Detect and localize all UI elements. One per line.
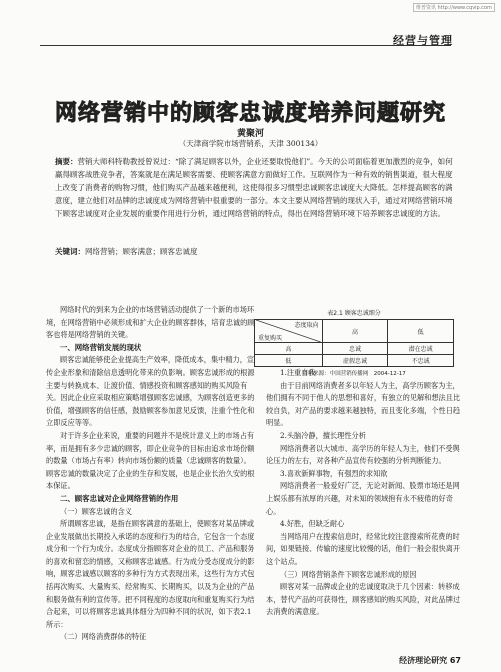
subsection-heading: 3.喜欢新鲜事物，有强烈的求知欲: [280, 468, 388, 478]
paragraph: 网络消费者以大城市、高学历的年轻人为主，他们不受舆论压力的左右，对各种产品宣传有较强的分析判断能力。: [266, 443, 460, 466]
abstract-text: 营销大师科特勒教授曾说过：“除了满足顾客以外，企业还要取悦他们”。今天的公司面临着更加激烈的竞争，如何赢得顾客战胜竞争者，答案就是在满足顾客需要、使顾客满意方面做好工作。互联网作为一种有效的销售渠道，很大程度上改变了消费者的购物习惯，他们购买产品越来越便利，这使得很多习惯型忠诚顾客忠诚度大大降低。怎样提高顾客的满意度，建立他们对品牌的忠诚度成为网络营销中很重要的一部分。本文主要从网络营销的现状入手，通过对网络营销环境下顾客忠诚度对企业发展的重要作用进行分析，通过网络营销的特点，得出在网络营销环境下培养顾客忠诚度的方法。: [55, 157, 453, 218]
watermark: 维普资讯 http://www.cqvip.com: [413, 3, 495, 12]
section-label: 经营与管理: [393, 34, 453, 47]
header-rule: [40, 45, 451, 46]
article-title: 网络营销中的顾客忠诚度培养问题研究: [54, 101, 446, 126]
subsection-heading: （一）顾客忠诚的含义: [60, 506, 132, 516]
subsection-heading: （三）网络营销条件下顾客忠诚形成的原因: [280, 569, 417, 579]
subsection-heading: （二）网络消费群体的特征: [60, 632, 147, 642]
subsection-heading: 1.注重自我: [280, 368, 316, 377]
table: [254, 319, 454, 367]
keywords-label: 关键词：: [55, 247, 85, 256]
abstract-label: 摘要：: [55, 157, 78, 166]
author: 黄聚河: [236, 129, 264, 139]
table-cell: 不忠诚: [388, 355, 454, 367]
paragraph: 由于目前网络消费者多以年轻人为主，高学历顾客为主，他们拥有不同于他人的思想和喜好，有独立的见解和想法且比较自负，对产品的要求越来越独特，而且变化多端，个性日趋明显。: [266, 380, 461, 428]
paragraph: 对于许多企业来说，重要的问题并不是统计意义上的市场占有率，而是拥有多少忠诚的顾客，即企业竞争的目标由追求市场份额的数量（市场占有率）转向市场份额的质量（忠诚顾客的数量）。顾客忠诚的数量决定了企业的生存和发展，也是企业长治久安的根本保证。: [46, 430, 255, 491]
column-header: 高: [322, 320, 388, 343]
paragraph: 当网络用户在搜索信息时，经常比较注意搜索所花费的时间，如果链接、传输的速度比较慢的话，他们一般会很快离开这个站点。: [266, 531, 461, 566]
corner-top-label: 态度取向: [294, 322, 319, 329]
right-column: [266, 367, 466, 619]
paragraph: 所谓顾客忠诚，是指在顾客满意的基础上，使顾客对某品牌或企业发展做出长期投入承诺的态度和行为的结合，它包含一个态度成分和一个行为成分。态度成分指顾客对企业的员工、产品和服务的喜欢和留恋的情感，又称顾客忠诚感。行为成分受态度成分的影响，顾客忠诚感以顾客的多种行为方式表现出来，这些行为方式包括再次购买、大量购买、经常购买、长期购买，以及为企业的产品和服务做有利的宣传等。把不同程度的态度取向和重复购买行为结合起来，可以将顾客忠诚具体细分为四种不同的状况，如下表2.1所示：: [46, 519, 255, 629]
subsection-heading: 4.好胜，但缺乏耐心: [280, 519, 345, 529]
table-caption: 表2.1 顾客忠诚细分: [327, 310, 381, 317]
table-cell: 潜在忠诚: [388, 343, 454, 355]
table-cell: 虚假忠诚: [322, 355, 388, 367]
keywords-text: 网络营销；顾客满意；顾客忠诚度: [85, 247, 198, 256]
subsection-heading: 2.头脑冷静，擅长理性分析: [280, 430, 366, 440]
column-header: 低: [388, 320, 454, 343]
table-row: [255, 355, 454, 367]
keywords: [55, 246, 453, 257]
paragraph: 顾客忠诚能够使企业提高生产效率，降低成本，集中精力，宣传企业形象和清除信息透明化带来的负影响。顾客忠诚形成的根源主要与转换成本、让渡价值、情感投资和顾客感知的购买风险有关。因此企业应采取相应策略增强顾客忠诚感，为顾客创造更多的价值，增强顾客的信任感，鼓励顾客参加意见反馈，注重个性化和立即反应等等。: [46, 355, 255, 428]
section-heading: 一、网络营销发展的现状: [60, 342, 142, 352]
left-column: [46, 304, 258, 644]
section-heading: 二、顾客忠诚对企业网络营销的作用: [60, 493, 179, 503]
table-corner: [255, 320, 323, 343]
table-row: [255, 343, 454, 355]
row-header: 高: [255, 343, 323, 355]
corner-bottom-label: 重复购买: [258, 335, 283, 342]
page-footer: 经济理论研究 67: [399, 656, 461, 665]
abstract: [55, 155, 453, 220]
table-cell: 忠诚: [322, 343, 388, 355]
paragraph: 顾客对某一品牌或企业的忠诚度取决于几个因素：转移成本，替代产品的可获得性，顾客感知的购买风险，对此品牌过去消费的满意度。: [266, 582, 461, 617]
row-header: 低: [255, 355, 323, 367]
affiliation: （天津商学院市场营销系，天津 300134）: [178, 139, 323, 148]
paragraph: 网络消费者一般爱好广泛，无论对新闻、股票市场还是网上娱乐都有浓厚的兴趣，对未知的领域抱有永不疲倦的好奇心。: [266, 481, 460, 516]
paragraph: 网络时代的到来为企业的市场营销活动提供了一个新的市场环境，在网络营销中必须形成和扩大企业的顾客群体，培育忠诚的顾客也将是网络营销的关键。: [46, 305, 255, 340]
table-source: 资料来源：中国营销传播网 2004-12-17: [302, 371, 406, 377]
